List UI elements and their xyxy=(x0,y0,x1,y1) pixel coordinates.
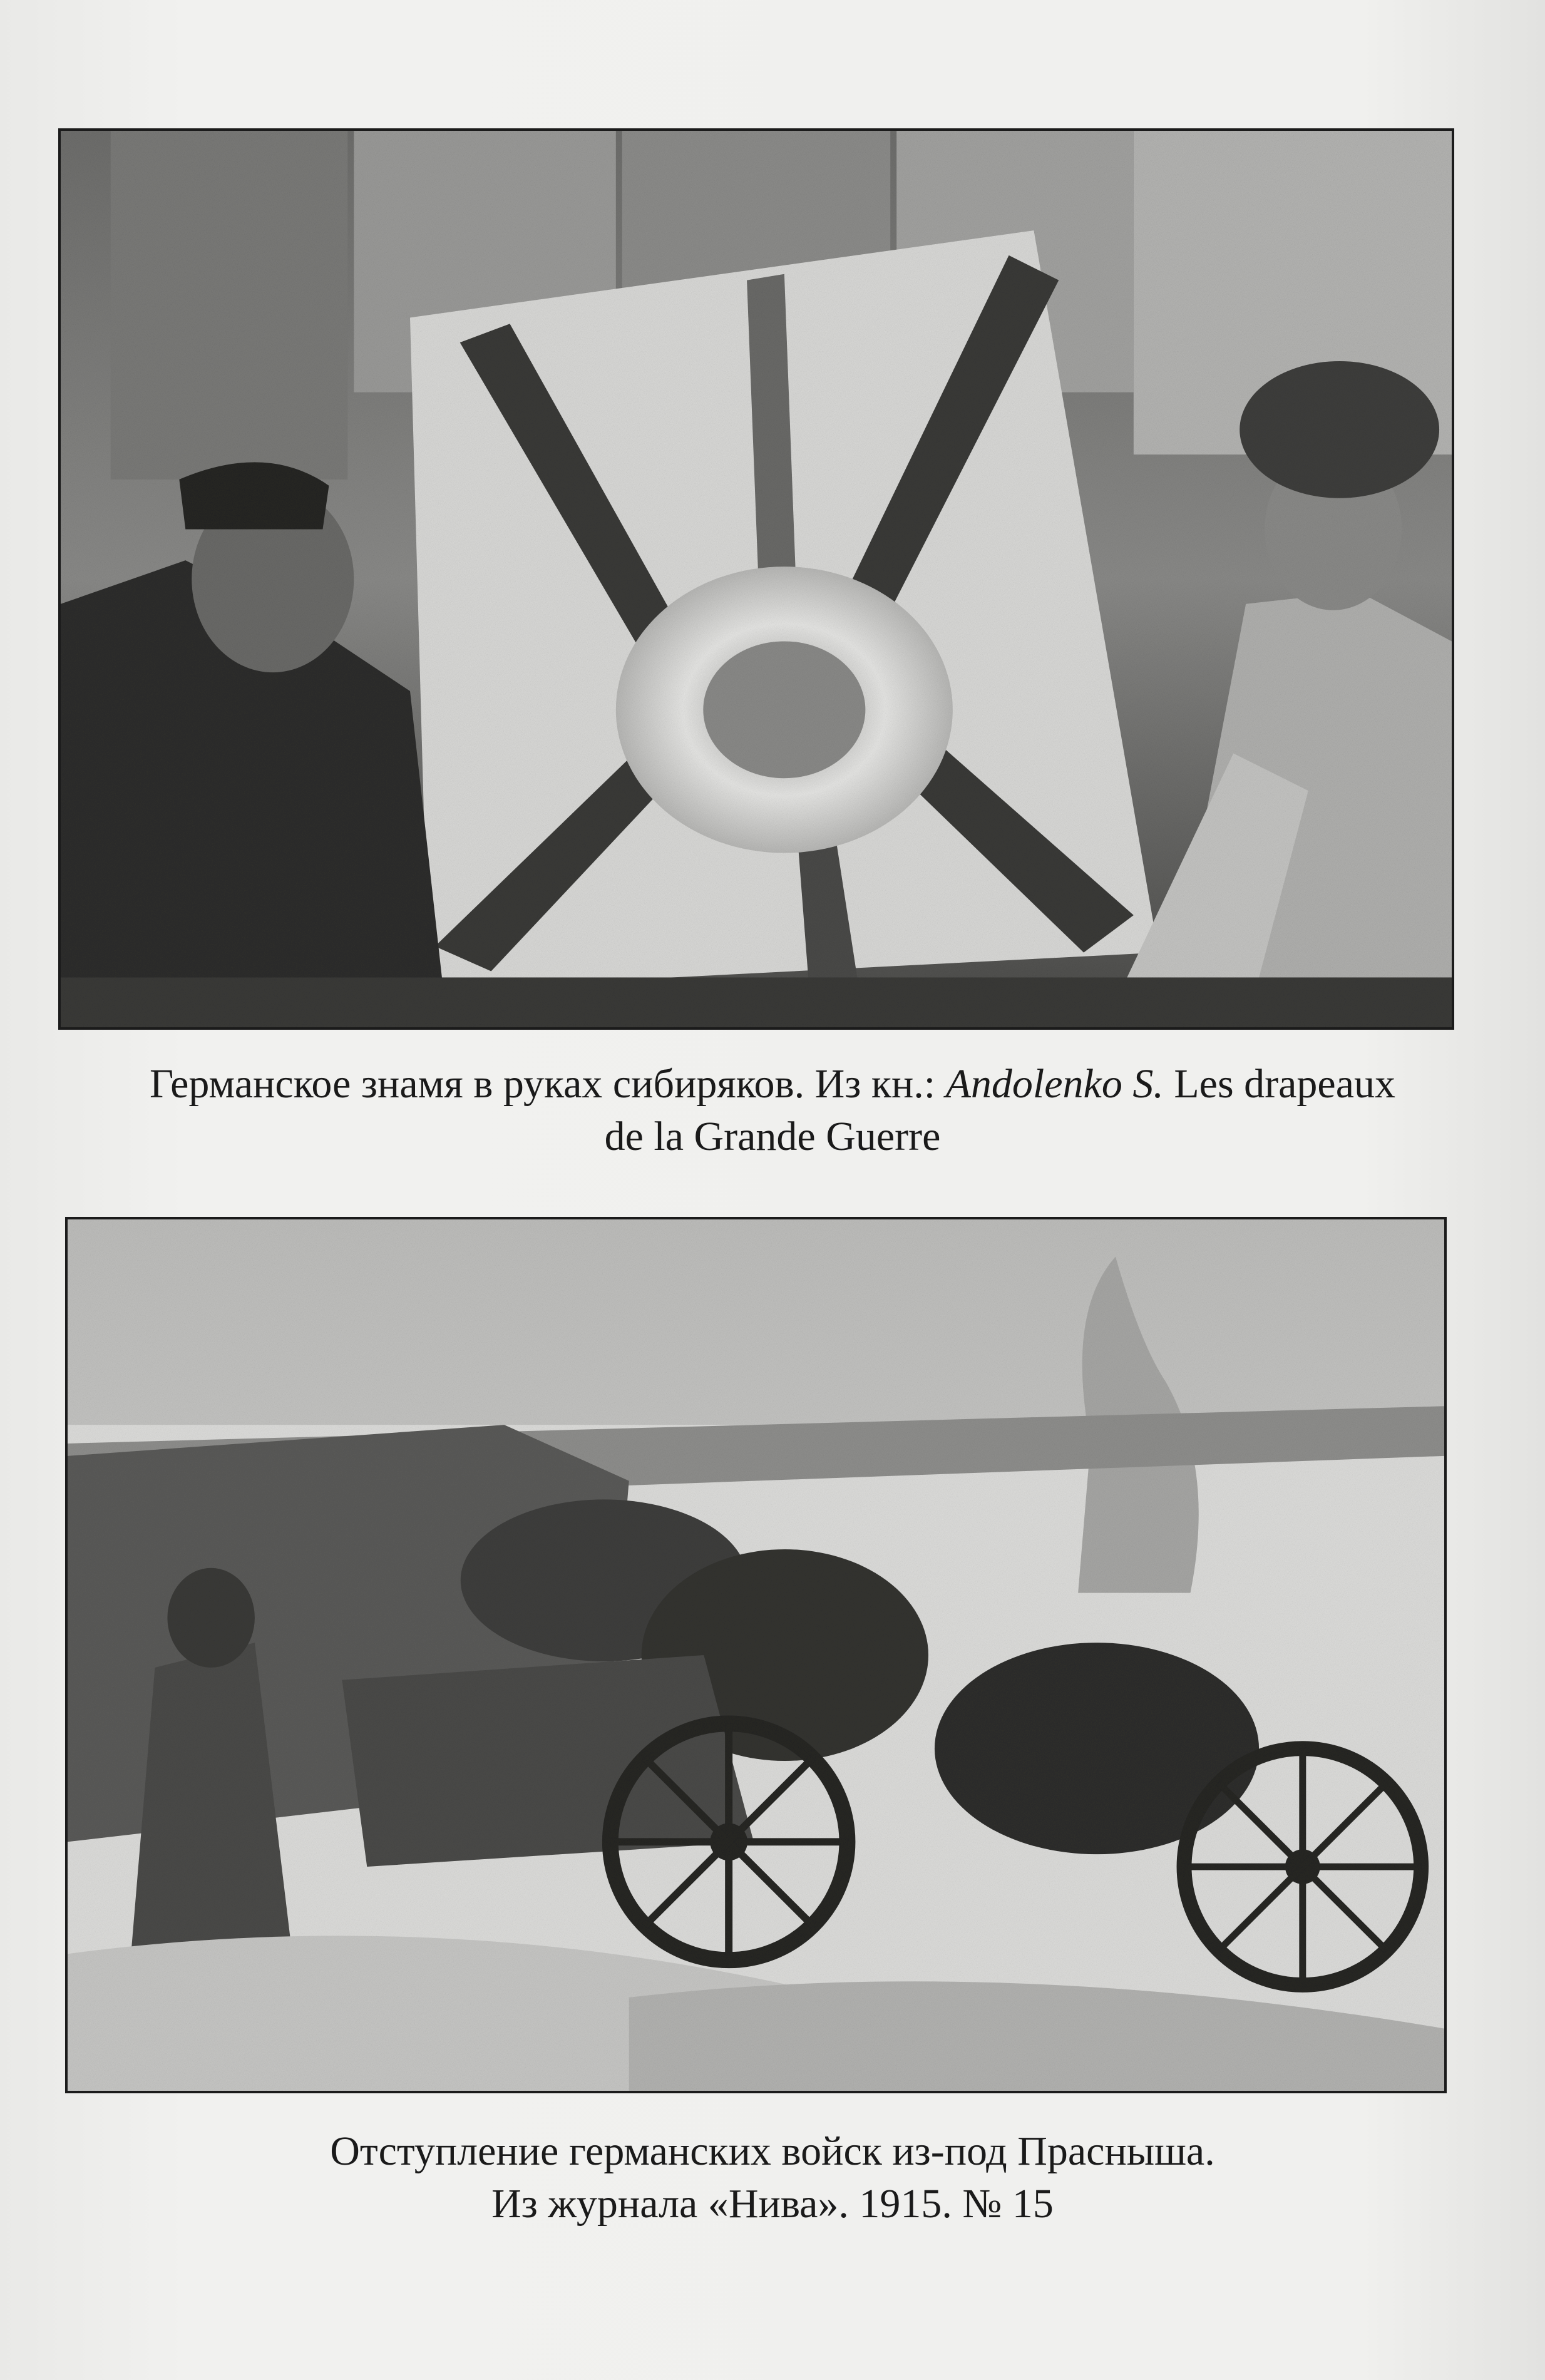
banner-photo-caption xyxy=(0,1058,1545,1163)
banner-caption-line-1 xyxy=(0,1058,1545,1110)
banner-photo xyxy=(58,128,1454,1030)
retreat-illustration-caption xyxy=(0,2125,1545,2230)
banner-photo-image xyxy=(61,131,1452,1027)
banner-caption-text: Германское знамя в руках сибиряков. Из кн.: xyxy=(149,1061,946,1107)
retreat-illustration-image xyxy=(68,1219,1444,2091)
banner-caption-author: Andolenko S. xyxy=(945,1061,1164,1107)
retreat-caption-line-1: Отступление германских войск из-под Прасныша. xyxy=(330,2128,1215,2174)
banner-caption-line-2: de la Grande Guerre xyxy=(604,1114,941,1159)
retreat-caption-line-2: Из журнала «Нива». 1915. № 15 xyxy=(491,2181,1054,2227)
banner-caption-title-start: Les drapeaux xyxy=(1163,1061,1396,1107)
retreat-illustration xyxy=(65,1217,1447,2093)
